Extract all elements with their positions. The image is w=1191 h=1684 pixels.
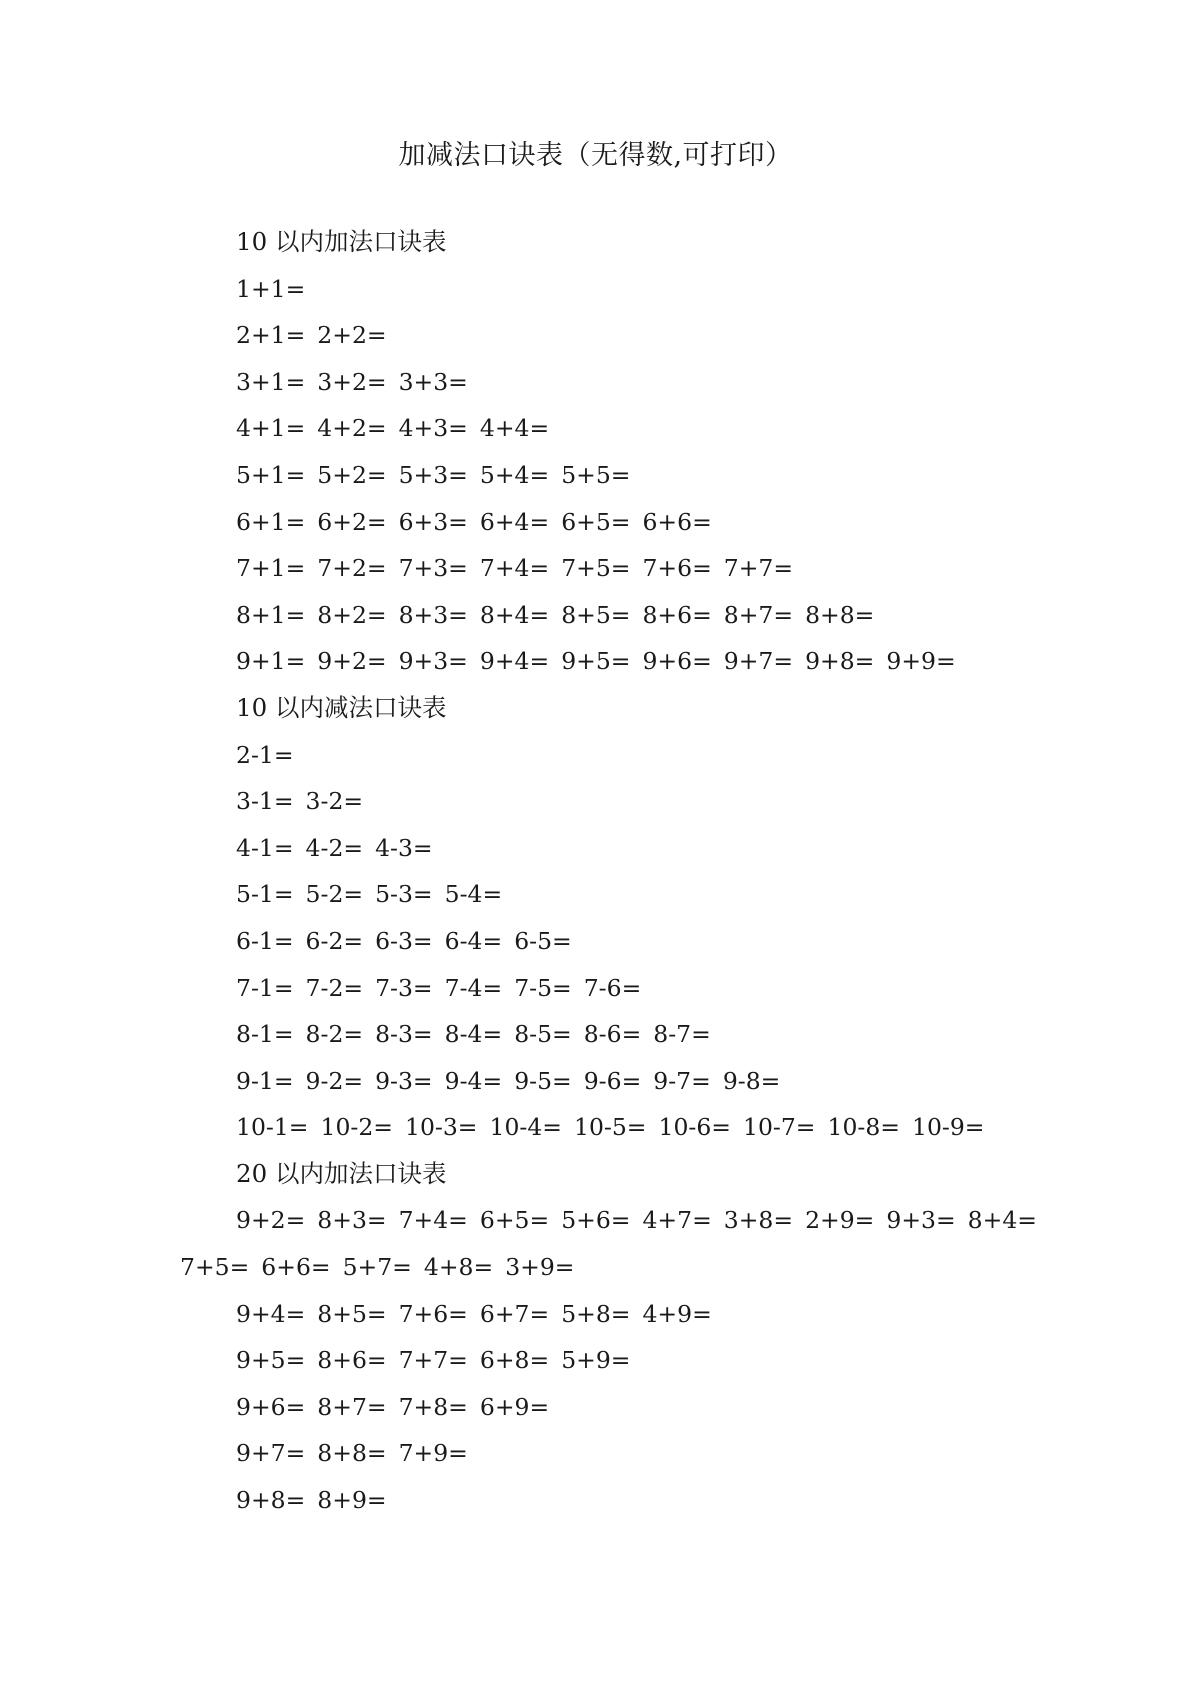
equation-row (180, 405, 1080, 452)
equation: 1+1= (236, 274, 306, 303)
equation: 6+6= (642, 507, 712, 536)
equation: 8+4= (967, 1206, 1037, 1235)
equation: 9+7= (236, 1439, 306, 1468)
equation: 7+3= (398, 554, 468, 583)
equation: 9+2= (317, 647, 387, 676)
equation-row (180, 918, 1080, 965)
equation-row (180, 545, 1080, 592)
equation: 7+6= (642, 554, 712, 583)
equation: 4+9= (642, 1299, 712, 1328)
equation: 3+9= (505, 1253, 575, 1282)
equation: 10-9= (912, 1113, 985, 1142)
equation-row (180, 1477, 1080, 1524)
equation: 3-1= (236, 787, 294, 816)
equation: 10-5= (574, 1113, 647, 1142)
equation: 6-1= (236, 926, 294, 955)
equation: 9-3= (375, 1066, 433, 1095)
equation: 8-2= (305, 1020, 364, 1049)
equation: 9-5= (514, 1066, 572, 1095)
equation: 9+8= (805, 647, 875, 676)
equation: 8-1= (236, 1020, 294, 1049)
equation: 10-4= (489, 1113, 562, 1142)
equation: 10-1= (236, 1113, 309, 1142)
equation: 7-6= (583, 973, 642, 1002)
equation: 5+8= (561, 1299, 631, 1328)
equation: 8+7= (317, 1392, 387, 1421)
equation: 7-1= (236, 973, 294, 1002)
equation: 9-6= (583, 1066, 642, 1095)
equation: 6+5= (479, 1206, 550, 1235)
equation: 5+2= (317, 460, 387, 489)
equation-row (180, 1244, 1080, 1291)
equation: 8-4= (444, 1020, 503, 1049)
equation: 6-4= (444, 926, 503, 955)
equation: 6+5= (561, 507, 631, 536)
equation: 6-5= (514, 926, 572, 955)
equation-row (180, 592, 1080, 639)
equation: 4+1= (236, 414, 306, 443)
equation: 7+7= (723, 554, 794, 583)
equation: 6-2= (305, 926, 364, 955)
equation: 7+4= (398, 1206, 468, 1235)
equation: 10-3= (405, 1113, 478, 1142)
equation: 8+4= (479, 600, 550, 629)
equation: 7+2= (317, 554, 387, 583)
equation: 5+3= (398, 460, 468, 489)
equation: 7+8= (398, 1392, 468, 1421)
equation: 4-2= (305, 833, 364, 862)
equation: 7-5= (514, 973, 572, 1002)
equation-row (180, 1291, 1080, 1338)
equation: 8-6= (583, 1020, 642, 1049)
equation: 7+1= (236, 554, 306, 583)
equation: 6+8= (479, 1346, 550, 1375)
equation-row (180, 778, 1080, 825)
equation: 8+9= (317, 1486, 387, 1515)
equation: 9-7= (653, 1066, 711, 1095)
equation: 7+4= (479, 554, 550, 583)
section-heading: 10 以内减法口诀表 (236, 692, 447, 722)
equation: 4+8= (423, 1253, 494, 1282)
page-title: 加减法口诀表（无得数,可打印） (398, 140, 793, 171)
equation-row (180, 359, 1080, 406)
equation: 8+3= (317, 1206, 387, 1235)
equation-row (180, 965, 1080, 1012)
equation: 9-2= (305, 1066, 364, 1095)
equation: 9+4= (236, 1299, 306, 1328)
equation: 9-4= (444, 1066, 503, 1095)
equation: 9+3= (886, 1206, 956, 1235)
equation: 8+8= (317, 1439, 387, 1468)
equation-row (180, 1337, 1080, 1384)
equation-row (180, 499, 1080, 546)
equation: 6+7= (479, 1299, 550, 1328)
equation: 6+9= (479, 1392, 550, 1421)
equation-row (180, 732, 1080, 779)
equation: 8+2= (317, 600, 387, 629)
equation: 3+3= (398, 367, 468, 396)
equation: 9+9= (886, 647, 956, 676)
equation: 8+6= (642, 600, 712, 629)
equation: 7+7= (398, 1346, 468, 1375)
equation: 7+5= (561, 554, 631, 583)
equation: 4+2= (317, 414, 387, 443)
equation: 8+1= (236, 600, 306, 629)
equation: 3+8= (723, 1206, 794, 1235)
equation: 6+1= (236, 507, 306, 536)
equation-row (180, 871, 1080, 918)
equation-row (180, 638, 1080, 685)
equation: 5-1= (236, 880, 294, 909)
equation: 8+3= (398, 600, 468, 629)
section-heading: 10 以内加法口诀表 (236, 227, 447, 256)
equation: 10-6= (658, 1113, 731, 1142)
equation: 5+9= (561, 1346, 631, 1375)
equation: 8+6= (317, 1346, 387, 1375)
equation: 3+2= (317, 367, 387, 396)
equation: 6+4= (479, 507, 550, 536)
equation: 9+8= (236, 1486, 306, 1515)
equation: 4+3= (398, 414, 468, 443)
equation-row (180, 1058, 1080, 1105)
equation: 8-5= (514, 1020, 572, 1049)
equation: 9+7= (723, 647, 794, 676)
equation: 5-3= (375, 880, 433, 909)
equation: 8+8= (805, 600, 875, 629)
equation: 7-4= (444, 973, 503, 1002)
equation-row (180, 825, 1080, 872)
equation: 10-2= (320, 1113, 393, 1142)
equation: 8+5= (561, 600, 631, 629)
equation: 8-7= (653, 1020, 711, 1049)
equation: 4-3= (375, 833, 433, 862)
equation: 2+1= (236, 321, 306, 350)
equation: 2-1= (236, 740, 294, 769)
equation: 6+6= (261, 1253, 331, 1282)
equation: 5+7= (342, 1253, 412, 1282)
equation: 10-8= (827, 1113, 900, 1142)
equation: 8+7= (723, 600, 794, 629)
equation: 8+5= (317, 1299, 387, 1328)
document-body (180, 219, 1080, 1524)
equation: 9+2= (236, 1206, 306, 1235)
equation: 8-3= (375, 1020, 433, 1049)
equation: 6+2= (317, 507, 387, 536)
equation: 9+6= (642, 647, 712, 676)
equation: 9+4= (479, 647, 550, 676)
equation-row (180, 312, 1080, 359)
equation: 4+7= (642, 1206, 712, 1235)
equation: 3-2= (305, 787, 364, 816)
equation: 9+5= (236, 1346, 306, 1375)
equation: 9-1= (236, 1066, 294, 1095)
equation-row (180, 1011, 1080, 1058)
equation: 9+1= (236, 647, 306, 676)
equation: 2+9= (805, 1206, 875, 1235)
equation: 5-2= (305, 880, 364, 909)
equation: 9+3= (398, 647, 468, 676)
section-heading: 20 以内加法口诀表 (236, 1158, 447, 1188)
equation: 7+6= (398, 1299, 468, 1328)
equation-row (180, 1197, 1080, 1244)
equation-row (180, 1104, 1080, 1151)
equation: 6+3= (398, 507, 468, 536)
equation: 9+6= (236, 1392, 306, 1421)
equation: 2+2= (317, 321, 387, 350)
equation: 4+4= (479, 414, 550, 443)
equation: 9-8= (722, 1066, 781, 1095)
equation: 10-7= (743, 1113, 816, 1142)
equation: 5-4= (444, 880, 503, 909)
equation-row (180, 1430, 1080, 1477)
equation: 6-3= (375, 926, 433, 955)
equation: 7+5= (180, 1253, 250, 1282)
equation: 5+5= (561, 460, 631, 489)
equation: 3+1= (236, 367, 306, 396)
equation-row (180, 452, 1080, 499)
equation: 7-2= (305, 973, 364, 1002)
equation: 9+5= (561, 647, 631, 676)
equation: 4-1= (236, 833, 294, 862)
equation: 5+6= (561, 1206, 631, 1235)
equation-row (180, 1384, 1080, 1431)
equation: 7-3= (375, 973, 433, 1002)
equation: 5+4= (479, 460, 550, 489)
equation: 5+1= (236, 460, 306, 489)
equation-row (180, 266, 1080, 313)
equation: 7+9= (398, 1439, 468, 1468)
